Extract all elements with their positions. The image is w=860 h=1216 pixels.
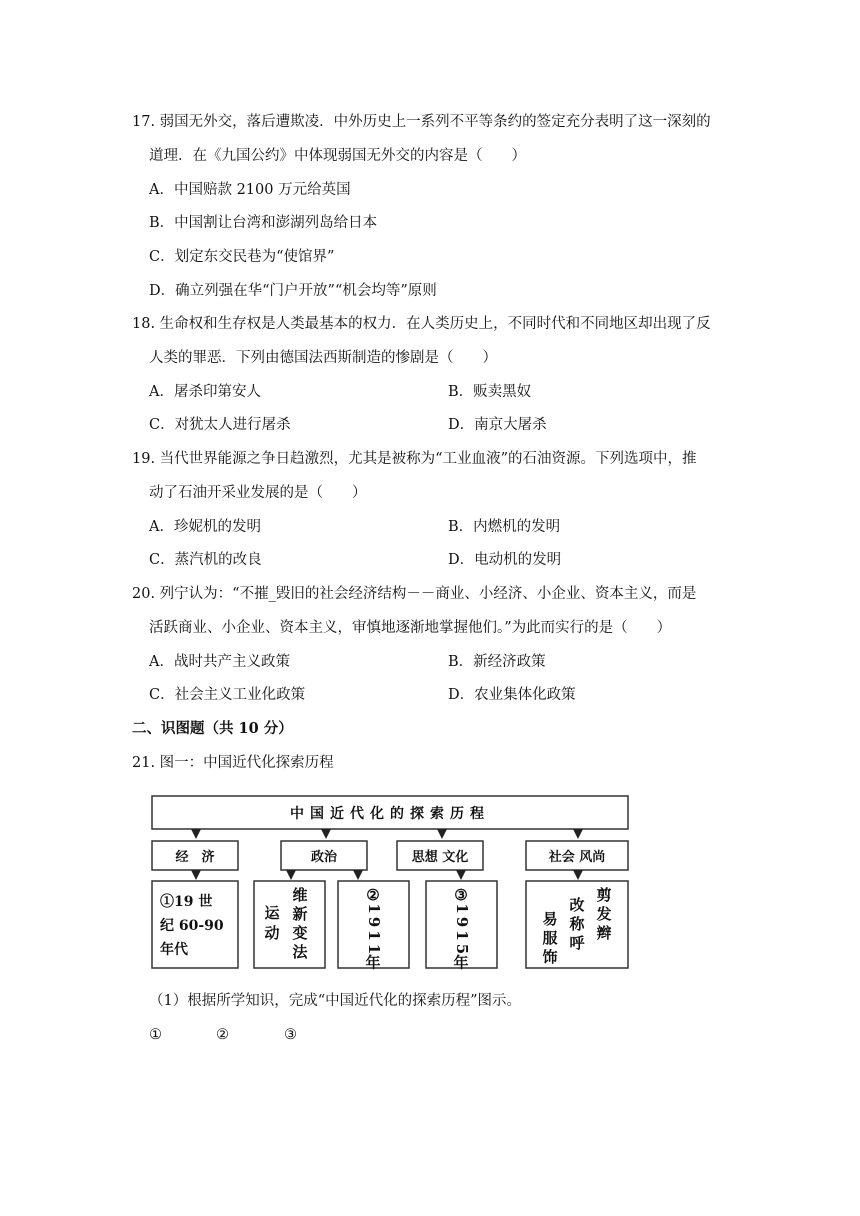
q20-option-a: A．战时共产主义政策 [149, 654, 290, 670]
q19-stem-line2: 动了石油开采业发展的是（ ） [149, 485, 367, 501]
culture-1915-char-3: 9 [453, 916, 471, 928]
q19-option-d: D．电动机的发明 [448, 552, 562, 568]
politics-1911-char-2: 1 [365, 903, 383, 914]
q19-option-a: A．珍妮机的发明 [149, 519, 261, 535]
society-col2-char-1: 改 [569, 896, 585, 914]
arrow-culture-detail [456, 870, 466, 880]
q19-option-c: C．蒸汽机的改良 [149, 552, 262, 568]
q17-stem-line2: 道理．在《九国公约》中体现弱国无外交的内容是（ ） [149, 148, 526, 164]
culture-1915-char-1: ③ [454, 886, 468, 904]
q18-option-c: C．对犹太人进行屠杀 [149, 417, 291, 433]
q18-stem-line1: 18. 生命权和生存权是人类最基本的权力．在人类历史上，不同时代和不同地区却出现了反 [132, 316, 711, 332]
q18-stem-line2: 人类的罪恶．下列由德国法西斯制造的惨剧是（ ） [149, 350, 497, 366]
politics-main-char-4: 法 [292, 943, 308, 961]
q20-option-b: B．新经济政策 [448, 654, 546, 670]
q21-sub1: （1）根据所学知识，完成“中国近代化的探索历程”图示。 [149, 993, 522, 1009]
culture-1915-char-2: 1 [453, 903, 471, 914]
q17-stem-line1: 17. 弱国无外交，落后遭欺凌．中外历史上一系列不平等条约的签定充分表明了这一深刻的 [132, 114, 711, 130]
politics-1911-char-3: 9 [365, 916, 383, 928]
q21-title: 21. 图一：中国近代化探索历程 [132, 755, 334, 771]
arrow-politics [321, 829, 331, 839]
q17-option-b: B．中国割让台湾和澎湖列岛给日本 [149, 215, 378, 231]
category-society: 社会 风尚 [548, 850, 606, 865]
politics-side-char-2: 动 [264, 924, 280, 942]
culture-1915-char-6: 年 [453, 953, 469, 972]
culture-1915-char-5: 5 [453, 943, 471, 955]
economy-detail-line1: ①19 世 [160, 894, 213, 910]
economy-detail-line2: 纪 60-90 [160, 918, 224, 934]
politics-1911-char-6: 年 [365, 953, 381, 972]
society-detail-text [542, 886, 611, 966]
culture-1915-char-4: 1 [453, 930, 471, 941]
q17-option-a: A．中国赔款 2100 万元给英国 [149, 182, 351, 198]
society-col3-char-2: 发 [596, 905, 612, 923]
diagram-title: 中国近代化的探索历程 [290, 806, 490, 822]
arrow-economy [191, 829, 201, 839]
culture-detail-text [453, 886, 471, 972]
society-col1-char-1: 易 [542, 910, 558, 928]
society-col2-char-2: 称 [569, 915, 585, 933]
politics-main-char-1: 维 [292, 886, 308, 904]
q20-stem-line2: 活跃商业、小企业、资本主义，审慎地逐渐地掌握他们。”为此而实行的是（ ） [149, 620, 672, 636]
politics-main-char-3: 变 [292, 924, 308, 942]
arrow-society-detail [573, 870, 583, 880]
politics-detail-2-text [365, 886, 383, 972]
exploration-diagram [150, 794, 632, 972]
category-culture: 思想 文化 [411, 850, 469, 865]
politics-detail-1-text [264, 886, 308, 961]
q19-option-b: B．内燃机的发明 [448, 519, 561, 535]
q17-option-d: D．确立列强在华“门户开放”“机会均等”原则 [149, 283, 437, 299]
society-col2-char-3: 呼 [569, 934, 585, 952]
arrow-culture [437, 829, 447, 839]
politics-1911-char-5: 1 [365, 943, 383, 955]
q20-stem-line1: 20. 列宁认为：“不摧_毁旧的社会经济结构－－商业、小经济、小企业、资本主义，而是 [132, 586, 697, 602]
arrow-politics-detail-1 [286, 870, 296, 880]
politics-1911-char-4: 1 [365, 930, 383, 941]
category-economy: 经 济 [175, 850, 215, 865]
society-col3-char-3: 辫 [596, 924, 612, 942]
arrow-economy-detail [191, 870, 201, 880]
q20-option-c: C．社会主义工业化政策 [149, 687, 306, 703]
blank-3: ③ [284, 1027, 297, 1043]
society-col1-char-3: 饰 [542, 948, 558, 966]
q17-option-c: C．划定东交民巷为“使馆界” [149, 249, 335, 265]
arrow-society [573, 829, 583, 839]
politics-1911-char-1: ② [366, 886, 380, 904]
q18-option-d: D．南京大屠杀 [448, 417, 547, 433]
politics-main-char-2: 新 [292, 905, 308, 923]
society-col1-char-2: 服 [542, 929, 558, 947]
q18-option-a: A．屠杀印第安人 [149, 384, 261, 400]
society-col3-char-1: 剪 [596, 886, 612, 904]
section-heading: 二、识图题（共 10 分） [132, 720, 293, 737]
q19-stem-line1: 19. 当代世界能源之争日趋激烈，尤其是被称为“工业血液”的石油资源。下列选项中，推 [132, 451, 697, 467]
blank-1: ① [149, 1027, 162, 1043]
politics-side-char-1: 运 [264, 904, 280, 922]
q20-option-d: D．农业集体化政策 [448, 687, 576, 703]
q18-option-b: B．贩卖黑奴 [448, 384, 532, 400]
blank-2: ② [216, 1027, 229, 1043]
arrow-politics-detail-2 [353, 870, 363, 880]
economy-detail-line3: 年代 [160, 942, 188, 958]
category-politics: 政治 [310, 850, 338, 865]
